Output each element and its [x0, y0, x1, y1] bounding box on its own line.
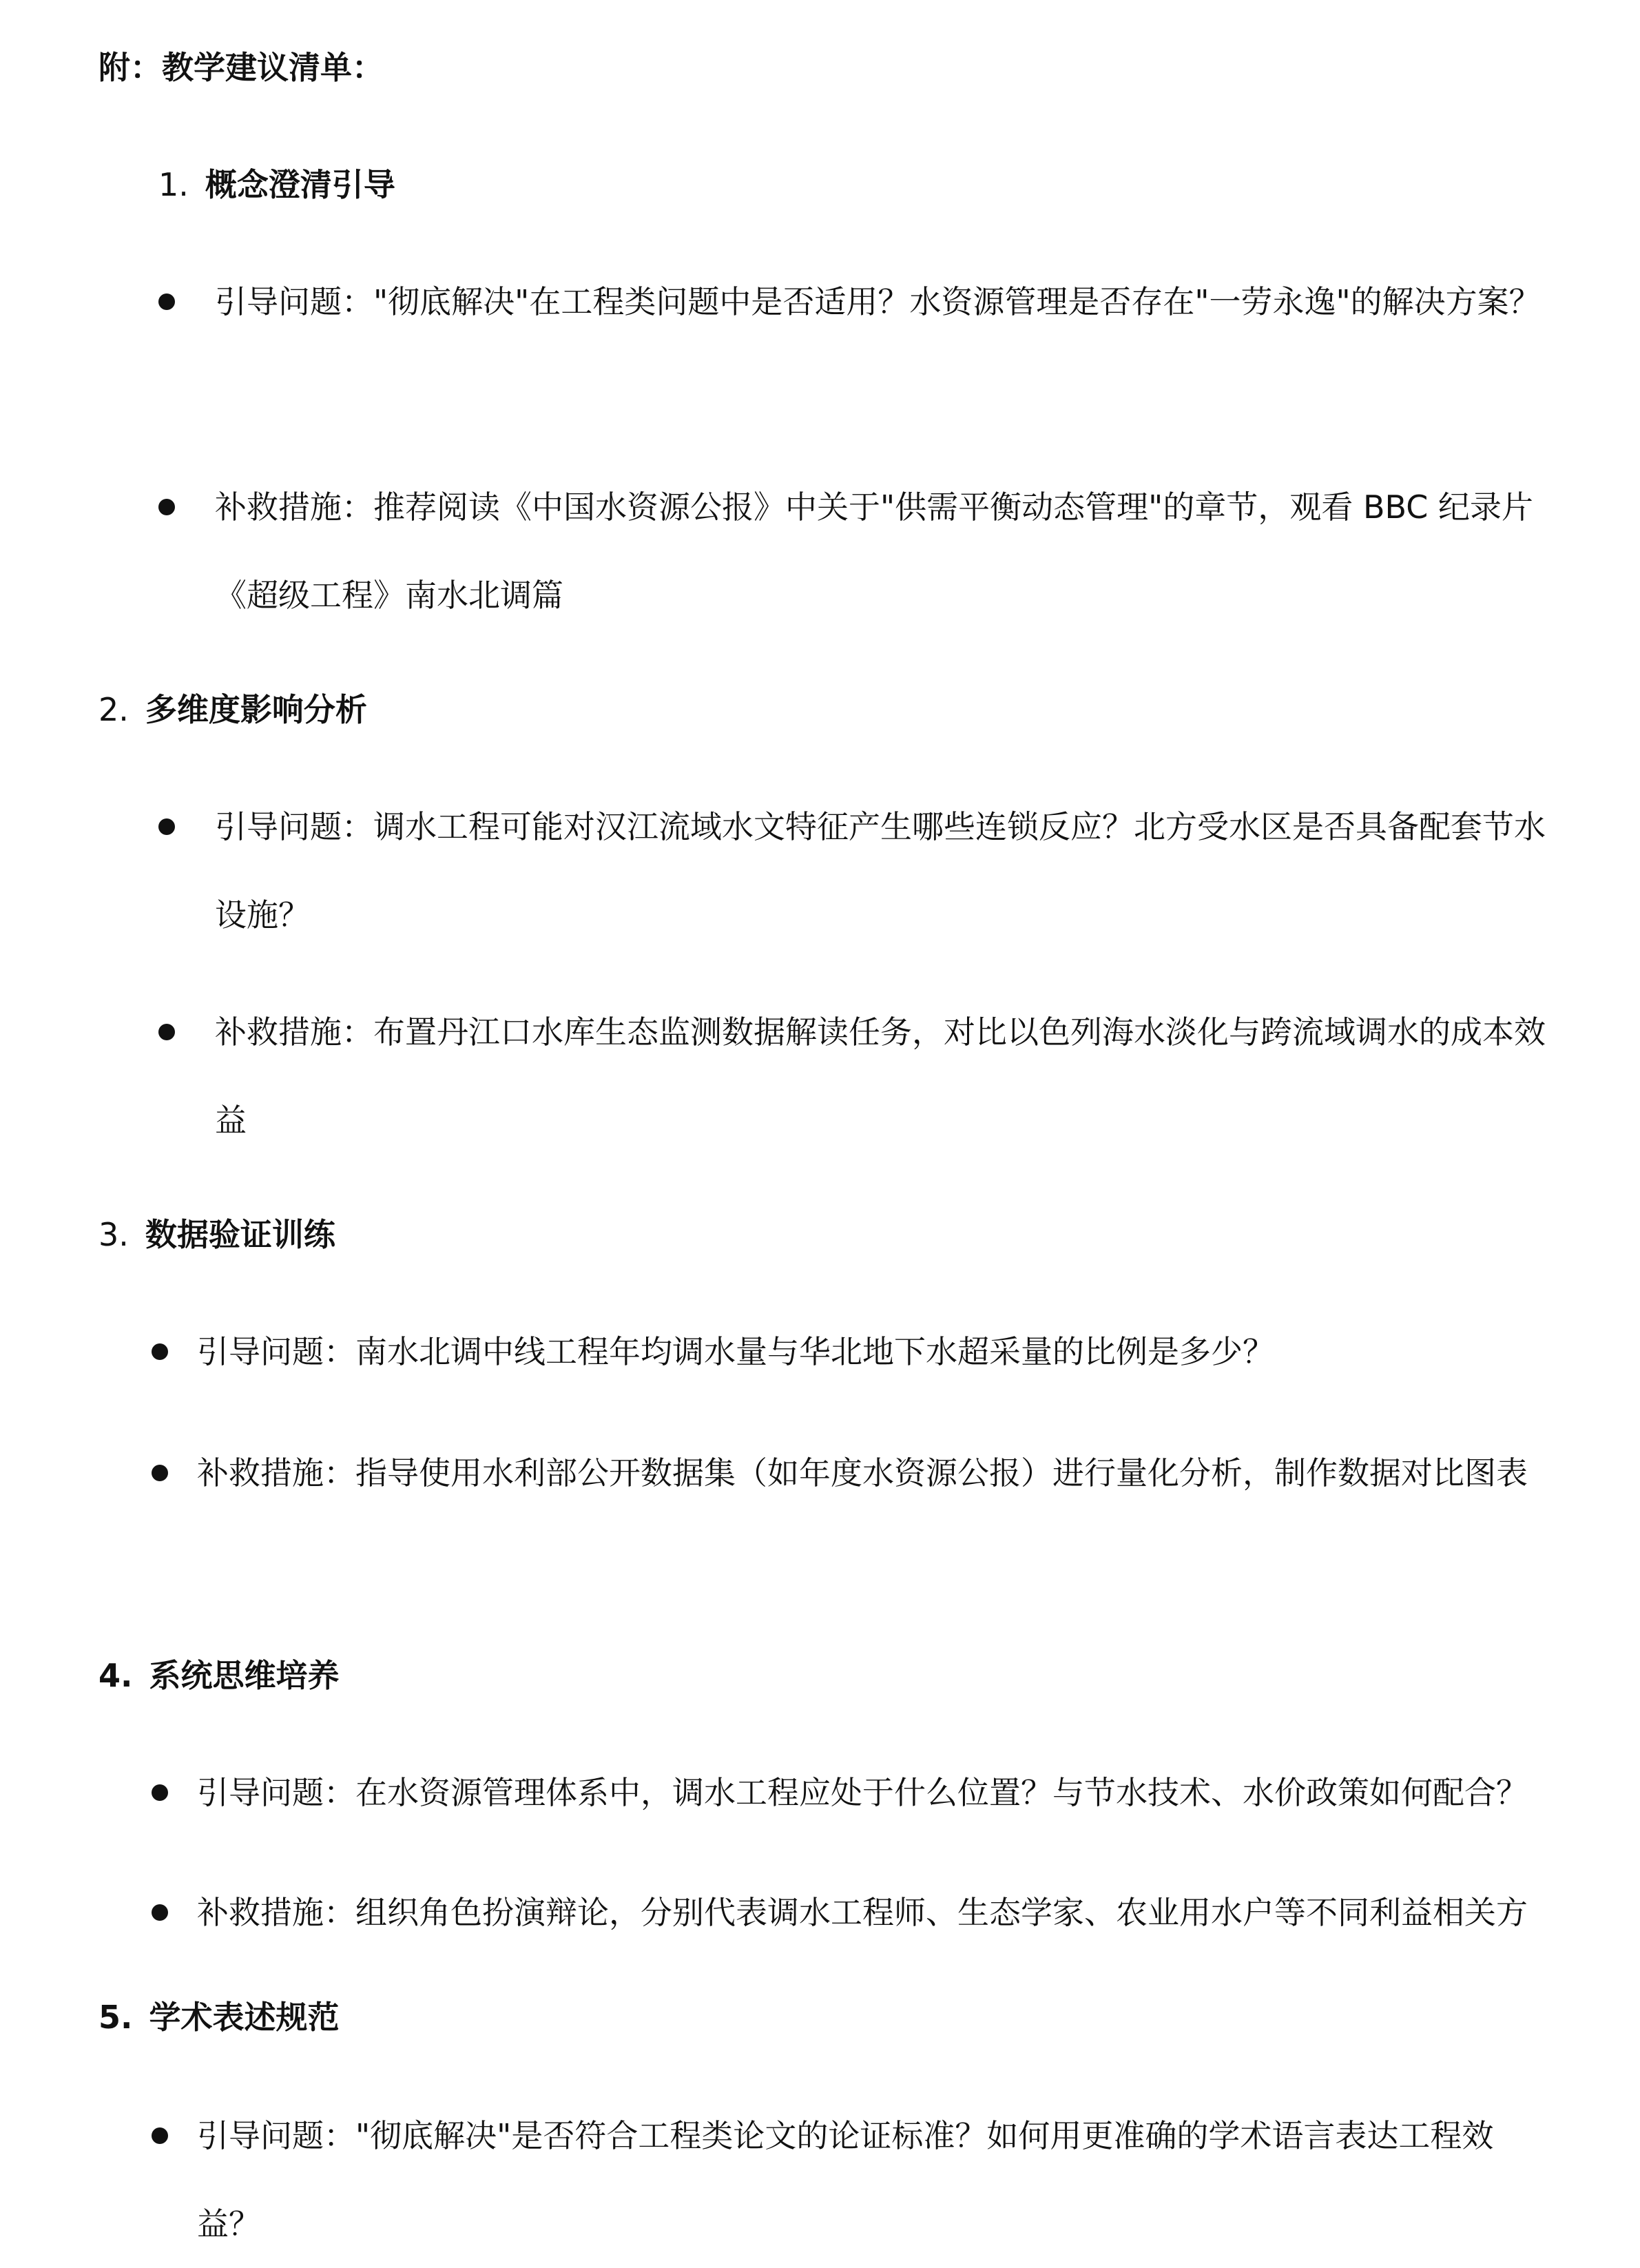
section-heading-5	[98, 1992, 339, 2042]
section-number: 1.	[158, 166, 189, 203]
list-item-text: 补救措施：组织角色扮演辩论，分别代表调水工程师、生态学家、农业用水户等不同利益相关方	[197, 1894, 1528, 1931]
section-title: 系统思维培养	[149, 1657, 340, 1694]
list-item-text: 补救措施：布置丹江口水库生态监测数据解读任务，对比以色列海水淡化与跨流域调水的成本效益	[215, 1013, 1546, 1139]
list-item-text: 补救措施：推荐阅读《中国水资源公报》中关于"供需平衡动态管理"的章节，观看 BBC 纪录片《超级工程》南水北调篇	[215, 488, 1533, 614]
page-title: 附：教学建议清单：	[98, 49, 384, 86]
bullet-icon	[152, 1904, 168, 1921]
list-item-text: 引导问题："彻底解决"在工程类问题中是否适用？水资源管理是否存在"一劳永逸"的解决方案？	[215, 283, 1541, 320]
bullet-icon	[158, 293, 175, 310]
section-title: 概念澄清引导	[205, 166, 395, 203]
bullet-icon	[152, 2127, 168, 2144]
list-item-text: 引导问题：调水工程可能对汉江流域水文特征产生哪些连锁反应？北方受水区是否具备配套节水设施？	[215, 808, 1546, 934]
section-number: 5.	[98, 1999, 133, 2036]
bullet-icon	[152, 1343, 168, 1360]
section-heading-3	[98, 1210, 335, 1259]
bullet-icon	[152, 1465, 168, 1481]
bullet-icon	[152, 1784, 168, 1801]
section-number: 4.	[98, 1657, 133, 1694]
section-heading-1	[158, 160, 395, 209]
list-item-text: 引导问题："彻底解决"是否符合工程类论文的论证标准？如何用更准确的学术语言表达工程效益？	[197, 2117, 1494, 2243]
list-item-text: 引导问题：南水北调中线工程年均调水量与华北地下水超采量的比例是多少？	[197, 1333, 1274, 1370]
bullet-icon	[158, 818, 175, 835]
section-heading-4	[98, 1651, 339, 1700]
section-title: 学术表述规范	[149, 1999, 340, 2036]
section-title: 多维度影响分析	[145, 691, 367, 728]
list-item-text: 引导问题：在水资源管理体系中，调水工程应处于什么位置？与节水技术、水价政策如何配合？	[197, 1774, 1528, 1811]
section-number: 2.	[98, 691, 129, 728]
section-heading-2	[98, 685, 367, 734]
bullet-icon	[158, 499, 175, 515]
bullet-icon	[158, 1024, 175, 1040]
list-item-text: 补救措施：指导使用水利部公开数据集（如年度水资源公报）进行量化分析，制作数据对比图表	[197, 1454, 1528, 1492]
section-number: 3.	[98, 1216, 129, 1253]
section-title: 数据验证训练	[145, 1216, 335, 1253]
